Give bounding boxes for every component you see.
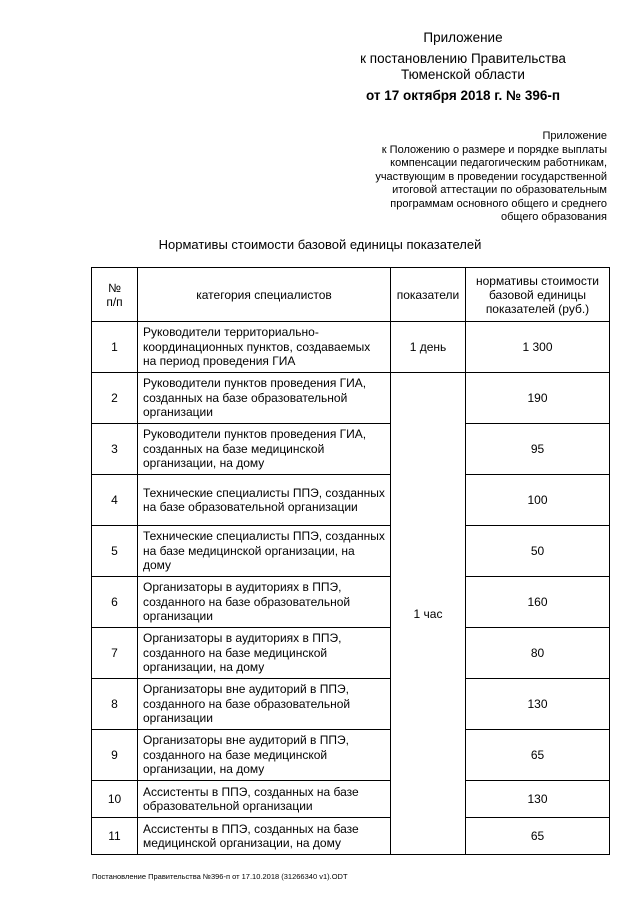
row-category: Организаторы в аудиториях в ППЭ, созданного на базе медицинской организации, на дому [138,628,391,679]
table-header-row [92,268,610,322]
header-norm: нормативы стоимости базовой единицы показателей (руб.) [466,268,610,322]
row-num: 11 [92,818,138,855]
row-num: 10 [92,781,138,818]
row-category: Руководители территориально-координационных пунктов, создаваемых на период проведения ГИА [138,322,391,373]
row-value: 130 [466,679,610,730]
row-category: Ассистенты в ППЭ, созданных на базе образовательной организации [138,781,391,818]
row-num: 1 [92,322,138,373]
subheader-line-4: участвующим в проведении государственной [375,170,607,183]
table-title: Нормативы стоимости базовой единицы показателей [158,237,482,252]
row-value: 130 [466,781,610,818]
header-date-number: от 17 октября 2018 г. № 396-п [365,87,561,103]
row-value: 1 300 [466,322,610,373]
row-num: 8 [92,679,138,730]
header-indicator: показатели [391,268,466,322]
row-category: Организаторы вне аудиторий в ППЭ, созданного на базе образовательной организации [138,679,391,730]
row-category: Руководители пунктов проведения ГИА, созданных на базе образовательной организации [138,373,391,424]
row-category: Руководители пунктов проведения ГИА, созданных на базе медицинской организации, на дому [138,424,391,475]
table-row [92,526,610,577]
row-category: Организаторы вне аудиторий в ППЭ, созданного на базе медицинской организации, на дому [138,730,391,781]
indicator-day: 1 день [391,322,466,373]
table-row [92,730,610,781]
row-category: Организаторы в аудиториях в ППЭ, созданного на базе образовательной организации [138,577,391,628]
row-category: Технические специалисты ППЭ, созданных на базе образовательной организации [138,475,391,526]
document-footer: Постановление Правительства №396-п от 17.10.2018 (31266340 v1).ODT [92,872,348,881]
subheader-line-6: программам основного общего и среднего [390,197,607,210]
subheader-line-3: компенсации педагогическим работникам, [390,157,607,169]
table-row [92,475,610,526]
row-num: 6 [92,577,138,628]
table-row [92,781,610,818]
row-category: Ассистенты в ППЭ, созданных на базе медицинской организации, на дому [138,818,391,855]
row-value: 80 [466,628,610,679]
table-row [92,679,610,730]
table-row [92,628,610,679]
header-num: № п/п [92,268,138,322]
row-num: 3 [92,424,138,475]
table-row [92,424,610,475]
table-row [92,322,610,373]
row-value: 160 [466,577,610,628]
row-value: 50 [466,526,610,577]
row-value: 100 [466,475,610,526]
row-num: 5 [92,526,138,577]
indicator-hour: 1 час [391,373,466,855]
table-row [92,818,610,855]
subheader-line-5: итоговой аттестации по образовательным [392,184,607,196]
document-header [333,30,593,104]
header-line-1: Приложение [423,30,503,45]
row-num: 2 [92,373,138,424]
subheader-line-1: Приложение [542,130,607,142]
table-row [92,577,610,628]
row-value: 65 [466,818,610,855]
subheader-line-2: к Положению о размере и порядке выплаты [381,143,607,156]
header-line-3: Тюменской области [401,67,525,82]
row-category: Технические специалисты ППЭ, созданных на базе медицинской организации, на дому [138,526,391,577]
row-num: 9 [92,730,138,781]
header-line-2: к постановлению Правительства [360,50,566,66]
row-value: 190 [466,373,610,424]
row-num: 4 [92,475,138,526]
header-category: категория специалистов [138,268,391,322]
row-num: 7 [92,628,138,679]
table-row [92,373,610,424]
subheader-line-7: общего образования [501,211,607,223]
norms-table [91,267,610,855]
row-value: 95 [466,424,610,475]
row-value: 65 [466,730,610,781]
document-subheader [307,130,607,225]
